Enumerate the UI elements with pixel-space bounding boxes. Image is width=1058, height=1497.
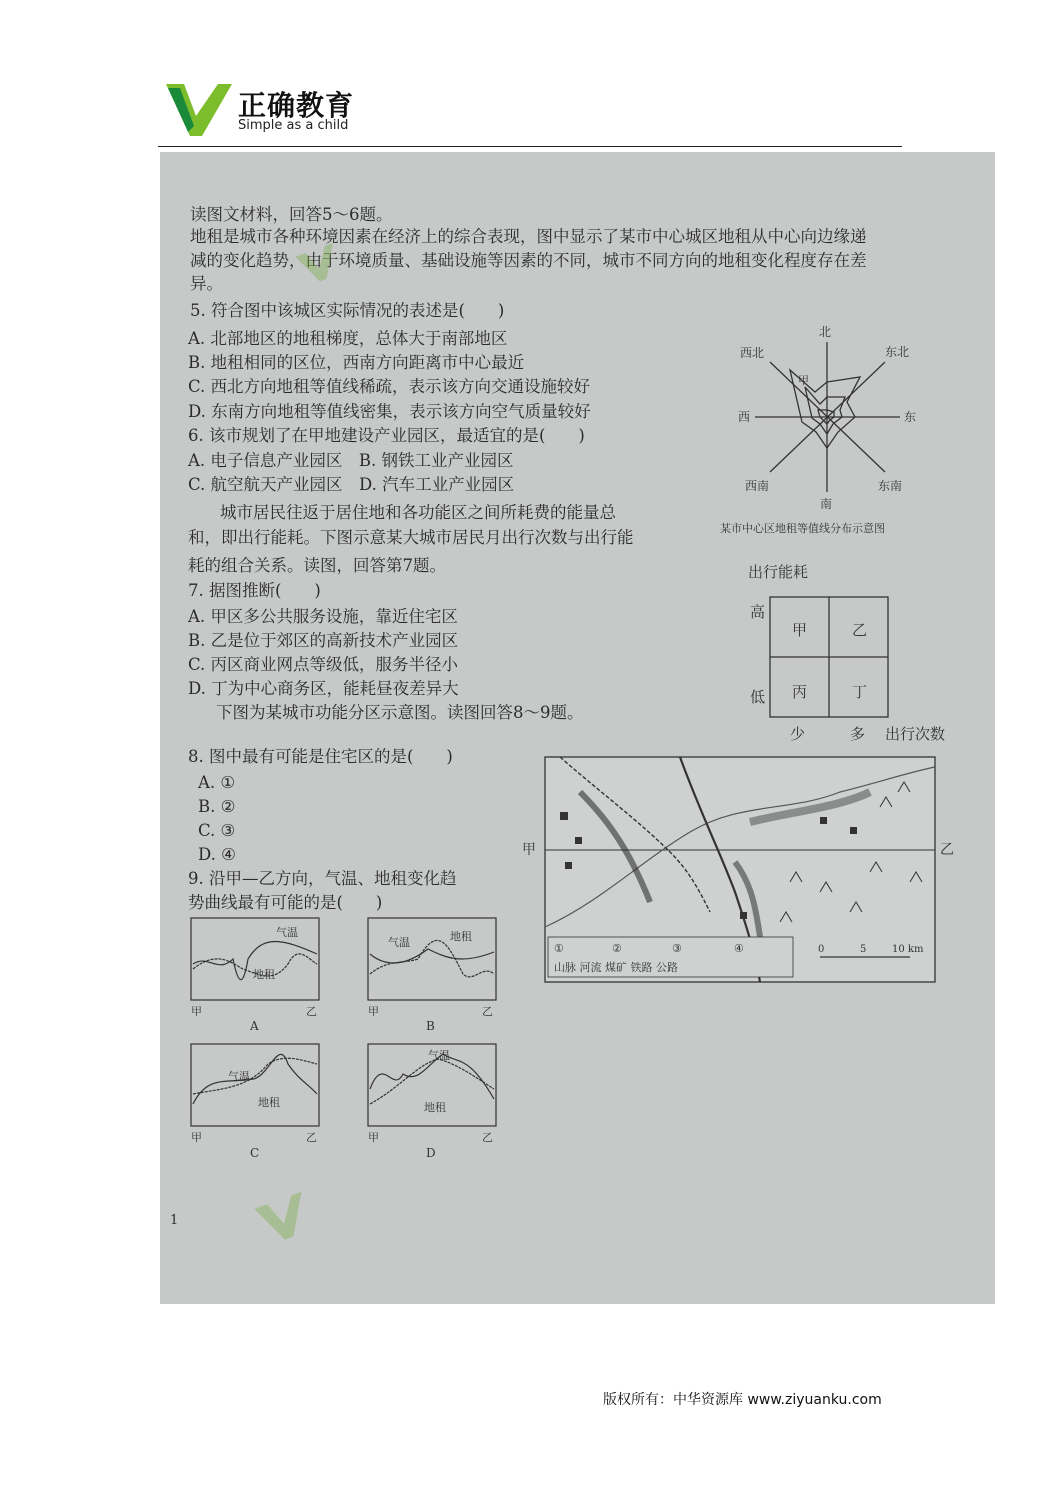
curve-a-rent: 地租: [253, 968, 275, 981]
header-rule: [158, 146, 902, 147]
city-zoning-map: [520, 752, 960, 987]
question-9-line2: 势曲线最有可能的是( ): [188, 893, 383, 912]
grid-cell-bing: 丙: [792, 683, 808, 701]
checkmark-logo-icon: [166, 82, 232, 136]
map-scale-5: 5: [860, 944, 867, 955]
curve-b-end: 乙: [482, 1005, 493, 1018]
curve-label-d: D: [426, 1146, 436, 1160]
map-legend-3: ③: [672, 942, 682, 955]
compass-se: 东南: [878, 479, 903, 493]
compass-s: 南: [820, 497, 833, 511]
q5-option-a: A. 北部地区的地租梯度，总体大于南部地区: [188, 329, 508, 348]
curve-d-temp: 气温: [428, 1049, 450, 1062]
compass-e: 东: [904, 410, 917, 424]
question-9-line1: 9. 沿甲—乙方向，气温、地租变化趋: [188, 869, 457, 888]
q7-material-line3: 耗的组合关系。读图，回答第7题。: [188, 556, 446, 575]
grid-cell-yi: 乙: [852, 621, 868, 639]
watermark-logo: [295, 241, 346, 290]
q56-material-line2: 减的变化趋势，由于环境质量、基础设施等因素的不同，城市不同方向的地租变化程度存在差: [190, 251, 867, 270]
rent-figure-caption: 某市中心区地租等值线分布示意图: [720, 522, 885, 535]
question-7: 7. 据图推断( ): [188, 581, 321, 600]
curve-d-start: 甲: [368, 1131, 379, 1144]
q56-material-line3: 异。: [190, 274, 223, 293]
curve-options-figure: [188, 914, 508, 1214]
q5-option-c: C. 西北方向地租等值线稀疏，表示该方向交通设施较好: [188, 377, 591, 396]
q8-option-c: C. ③: [198, 821, 236, 840]
grid-y-label: 出行能耗: [748, 563, 809, 581]
q6-options-ab: A. 电子信息产业园区 B. 钢铁工业产业园区: [188, 451, 514, 470]
travel-energy-grid-figure: [740, 557, 975, 752]
q56-material-line1: 地租是城市各种环境因素在经济上的综合表现，图中显示了某市中心城区地租从中心向边缘递: [190, 227, 867, 246]
grid-high: 高: [750, 603, 766, 621]
page-number: 1: [170, 1213, 179, 1228]
map-scale-10: 10 km: [892, 944, 924, 955]
curve-a-temp: 气温: [276, 926, 298, 939]
curve-c-end: 乙: [306, 1131, 317, 1144]
logo-slogan: Simple as a child: [238, 118, 349, 133]
curve-a-end: 乙: [306, 1005, 317, 1018]
grid-low: 低: [750, 688, 766, 706]
q8-option-a: A. ①: [198, 773, 236, 792]
curve-c-rent: 地租: [258, 1096, 280, 1109]
q7-option-b: B. 乙是位于郊区的高新技术产业园区: [188, 631, 459, 650]
curve-c-temp: 气温: [228, 1070, 250, 1083]
q8-option-b: B. ②: [198, 797, 236, 816]
compass-n: 北: [819, 325, 832, 339]
grid-cell-jia: 甲: [792, 621, 808, 639]
curve-a-start: 甲: [191, 1005, 202, 1018]
map-scale-0: 0: [818, 944, 825, 955]
curve-b-temp: 气温: [388, 936, 410, 949]
map-legend-4: ④: [734, 942, 744, 955]
q6-options-cd: C. 航空航天产业园区 D. 汽车工业产业园区: [188, 475, 515, 494]
q8-option-d: D. ④: [198, 845, 236, 864]
curve-label-b: B: [426, 1019, 435, 1033]
logo-title: 正确教育: [238, 89, 355, 122]
logo: [166, 82, 366, 138]
q7-option-d: D. 丁为中心商务区，能耗昼夜差异大: [188, 679, 459, 698]
q89-intro: 下图为某城市功能分区示意图。读图回答8～9题。: [216, 703, 584, 722]
q5-option-d: D. 东南方向地租等值线密集，表示该方向空气质量较好: [188, 402, 591, 421]
grid-many: 多: [850, 725, 866, 743]
question-6: 6. 该市规划了在甲地建设产业园区，最适宜的是( ): [188, 426, 585, 445]
q56-intro: 读图文材料，回答5～6题。: [190, 205, 393, 224]
compass-point-jia: 甲: [798, 374, 809, 387]
curve-d-rent: 地租: [424, 1101, 446, 1114]
grid-few: 少: [790, 725, 806, 743]
map-legend-symbols: 山脉 河流 煤矿 铁路 公路: [554, 961, 678, 974]
compass-w: 西: [738, 410, 751, 424]
map-label-jia: 甲: [522, 842, 536, 858]
q5-option-b: B. 地租相同的区位，西南方向距离市中心最近: [188, 353, 525, 372]
watermark-checkmark-icon: [295, 241, 344, 287]
curve-d-end: 乙: [482, 1131, 493, 1144]
q7-option-a: A. 甲区多公共服务设施，靠近住宅区: [188, 607, 458, 626]
curve-label-c: C: [250, 1146, 260, 1160]
grid-cell-ding: 丁: [852, 683, 868, 701]
curve-b-rent: 地租: [450, 930, 472, 943]
q7-material-line2: 和，即出行能耗。下图示意某大城市居民月出行次数与出行能: [188, 528, 634, 547]
compass-ne: 东北: [885, 345, 910, 359]
q7-option-c: C. 丙区商业网点等级低，服务半径小: [188, 655, 459, 674]
rent-contour-figure: [720, 322, 960, 542]
compass-sw: 西南: [745, 479, 770, 493]
question-5: 5. 符合图中该城区实际情况的表述是( ): [190, 301, 505, 320]
question-8: 8. 图中最有可能是住宅区的是( ): [188, 747, 453, 766]
grid-x-label: 出行次数: [885, 725, 946, 743]
curve-c-start: 甲: [191, 1131, 202, 1144]
q7-material-line1: 城市居民往返于居住地和各功能区之间所耗费的能量总: [220, 503, 616, 522]
map-legend-1: ①: [554, 942, 564, 955]
compass-nw: 西北: [740, 346, 765, 360]
curve-label-a: A: [250, 1019, 259, 1033]
map-legend-2: ②: [612, 942, 622, 955]
copyright-footer: 版权所有：中华资源库 www.ziyuanku.com: [603, 1392, 882, 1408]
curve-b-start: 甲: [368, 1005, 379, 1018]
map-label-yi: 乙: [940, 842, 954, 858]
scanned-exam-page: [160, 152, 995, 1304]
